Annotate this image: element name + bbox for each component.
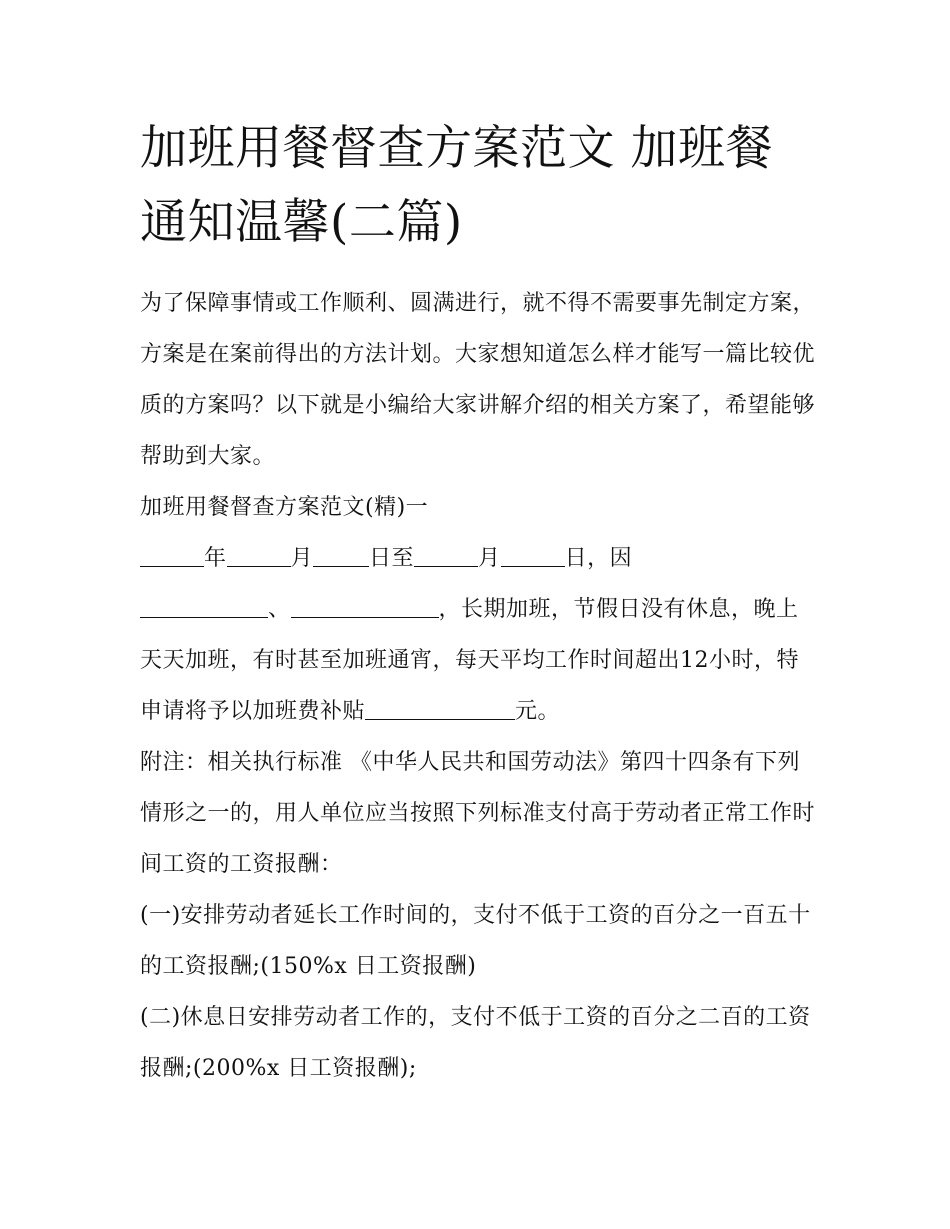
label-day-cause: 日，因: [564, 546, 633, 571]
document-title: 加班用餐督查方案范文 加班餐通知温馨(二篇): [140, 121, 773, 250]
label-year: 年: [204, 546, 227, 571]
note-paragraph: 附注：相关执行标准 《中华人民共和国劳动法》第四十四条有下列情形之一的，用人单位应当按照下列标准支付高于劳动者正常工作时间工资的工资报酬：: [140, 750, 816, 877]
intro-paragraph: 为了保障事情或工作顺利、圆满进行，就不得不需要事先制定方案，方案是在案前得出的方法计划。大家想知道怎么样才能写一篇比较优质的方案吗？以下就是小编给大家讲解介绍的相关方案了，希望能够帮助到大家。: [140, 291, 816, 469]
document-page: [140, 112, 820, 1094]
blank-day: [313, 542, 369, 567]
blank-year: [140, 542, 204, 567]
blank-month: [227, 542, 291, 567]
list-item-1: (一)安排劳动者延长工作时间的，支付不低于工资的百分之一百五十的工资报酬;(150%x 日工资报酬): [140, 903, 811, 979]
blank-month2: [414, 542, 478, 567]
blank-reason-1: [140, 593, 268, 618]
blank-amount: [365, 695, 515, 720]
list-item-2: (二)休息日安排劳动者工作的，支付不低于工资的百分之二百的工资报酬;(200%x 日工资报酬);: [140, 1005, 811, 1081]
blank-reason-2: [291, 593, 439, 618]
label-month: 月: [290, 546, 314, 571]
blank-day2: [501, 542, 565, 567]
section-heading: 加班用餐督查方案范文(精)一: [140, 495, 429, 520]
request-text: ，长期加班，节假日没有休息，晚上天天加班，有时甚至加班通宵，每天平均工作时间超出12小时，特申请将予以加班费补贴: [140, 597, 799, 724]
date-form-line: [140, 533, 820, 584]
amount-unit: 元。: [515, 699, 561, 724]
overtime-request-paragraph: [140, 584, 820, 737]
label-month2: 月: [478, 546, 501, 571]
label-day-to: 日至: [369, 546, 415, 571]
document-body: [140, 278, 820, 1094]
separator-comma: 、: [268, 597, 291, 622]
